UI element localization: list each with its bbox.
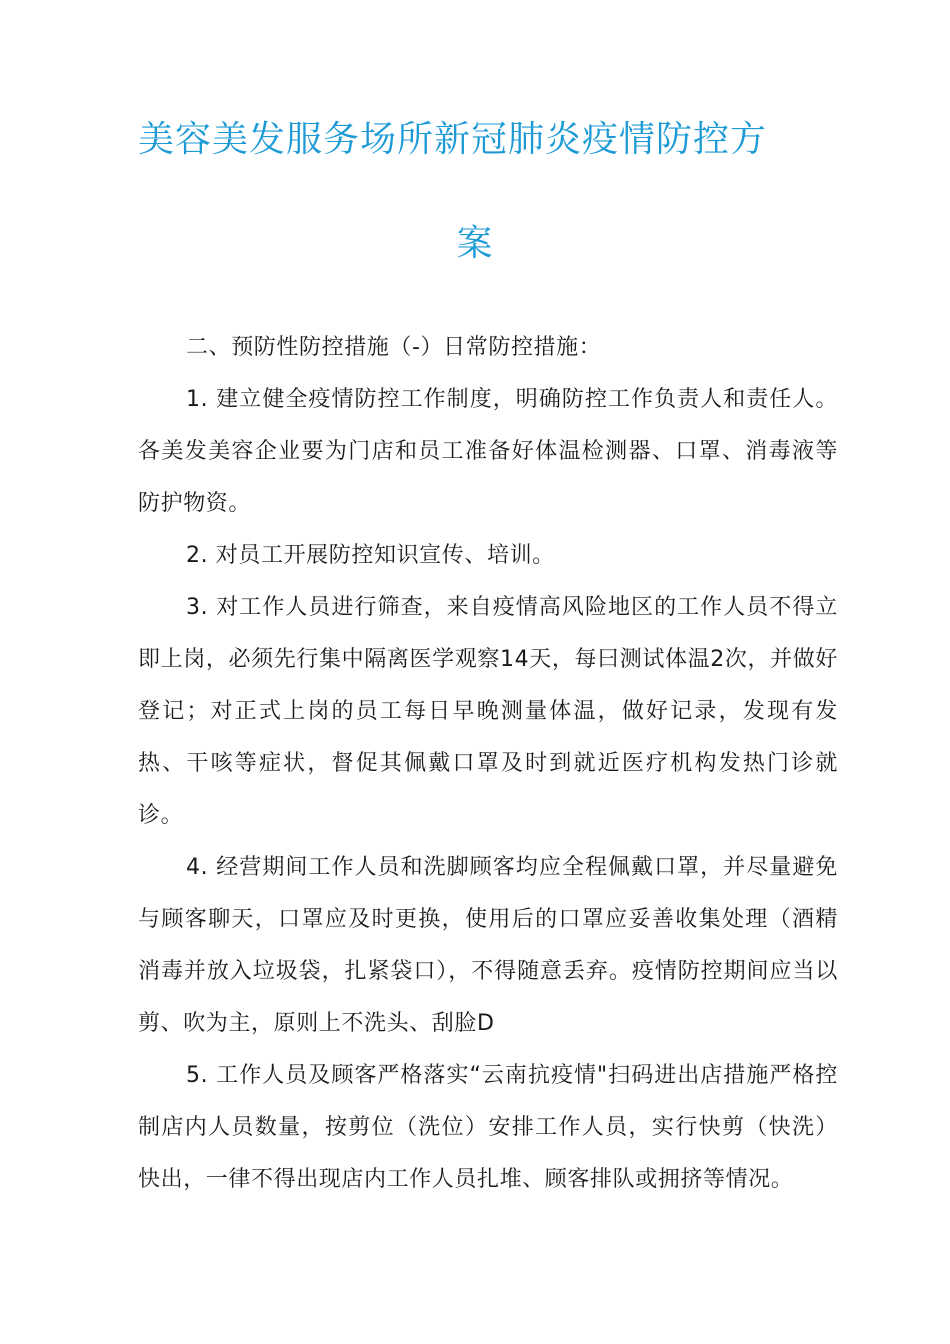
- document-title-line-2: 案: [456, 223, 494, 264]
- paragraph-3: 3. 对工作人员进行筛查，来自疫情高风险地区的工作人员不得立即上岗，必须先行集中隔离医学观察14天，每曰测试体温2次，并做好登记；对正式上岗的员工每日早晚测量体温，做好记录，发现有发热、干咳等症状，督促其佩戴口罩及时到就近医疗机构发热门诊就诊。: [138, 595, 838, 828]
- paragraph-2: 2. 对员工开展防控知识宣传、培训。: [186, 543, 555, 568]
- section-heading: 二、预防性防控措施（-）日常防控措施：: [186, 335, 602, 360]
- document-body: [138, 322, 838, 1206]
- paragraph-1: 1. 建立健全疫情防控工作制度，明确防控工作负责人和责任人。各美发美容企业要为门店和员工准备好体温检测器、口罩、消毒液等防护物资。: [138, 387, 838, 516]
- paragraph-5: 5. 工作人员及顾客严格落实“云南抗疫情"扫码进出店措施严格控制店内人员数量，按剪位（洗位）安排工作人员，实行快剪（快洗）快出，一律不得出现店内工作人员扎堆、顾客排队或拥挤等情况。: [138, 1063, 838, 1192]
- document-title-line-1: 美容美发服务场所新冠肺炎疫情防控方: [138, 119, 768, 160]
- paragraph-4: 4. 经营期间工作人员和洗脚顾客均应全程佩戴口罩，并尽量避免与顾客聊天，口罩应及时更换，使用后的口罩应妥善收集处理（酒精消毒并放入垃圾袋，扎紧袋口），不得随意丢弃。疫情防控期间应当以剪、吹为主，原则上不洗头、刮脸D: [138, 855, 838, 1036]
